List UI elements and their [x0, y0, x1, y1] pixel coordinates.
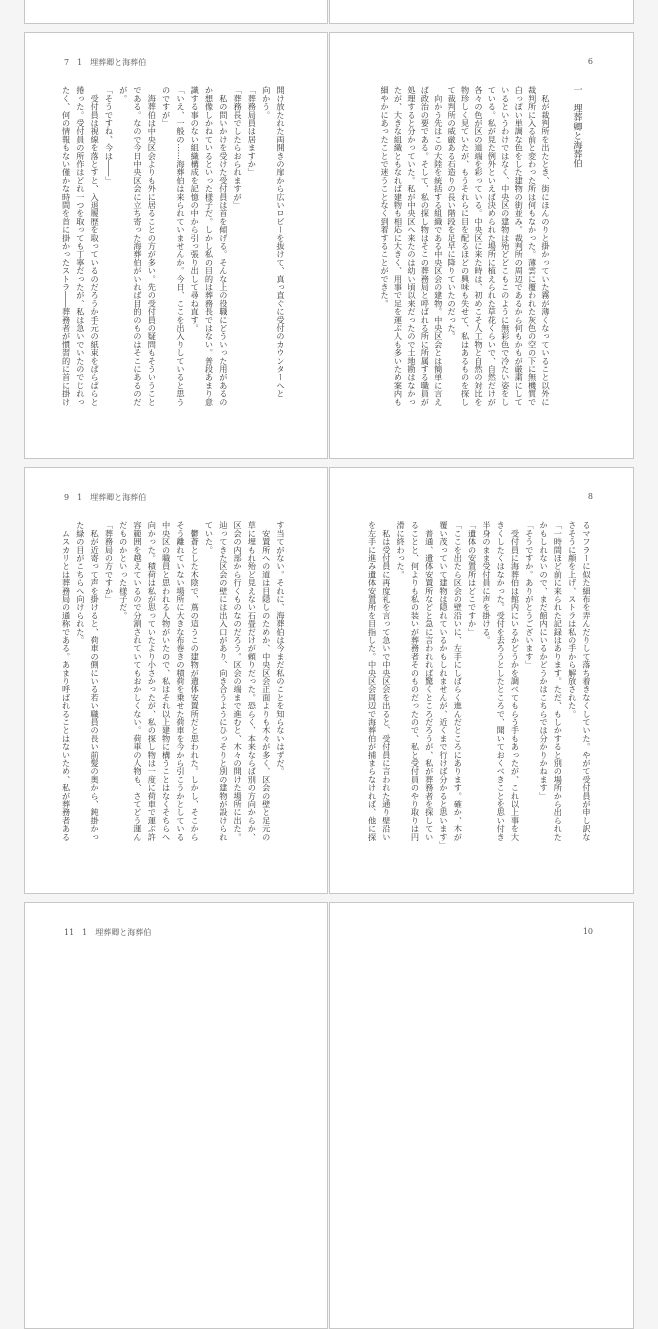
text-line: 白っぽい単調な色をした建物の街並み。裁判所の周辺であるから何もかもが厳粛にして — [514, 86, 525, 406]
text-line: 「ここを出たら区会の壁沿いに、左手にしばらく進んだところにあります。確か、木が — [453, 521, 464, 841]
text-line: ることと、何よりも私の装いが葬務者そのものだったので、私と受付員のやり取りは円 — [410, 521, 421, 841]
text-line: 受付員は視線を落とすと、入退履歴を取っているのだろうか手元の紙束をぱらぱらと — [90, 86, 101, 406]
page-6 — [329, 32, 634, 459]
page-number: 8 — [587, 492, 593, 501]
text-line: 細やかにあったことで迷うことなく到着することができた。 — [380, 86, 391, 308]
text-line: 鬱蒼とした木陰で、蔦の這うこの建物が遺体安置所だと思われた。しかし、そこから — [190, 521, 201, 841]
page-body — [378, 86, 552, 418]
text-line: 「遺体の安置所はどこですか」 — [467, 521, 478, 636]
text-line: 草に埋もれ殆ど見えない石畳だけが頼りだった。恐らく、本来ならば別の方向からか、 — [247, 521, 258, 841]
text-line: 安置所への道は目隠しのためか、中央区会正面よりも木々が多く、区会の壁と足元の — [261, 521, 272, 841]
text-line: 「葬務局員は居ますか」 — [247, 86, 258, 177]
text-line: である。なので今日中央区会に立ち寄った海葬伯がいれば目的のものはそこにあるのだ — [133, 86, 144, 406]
text-line: 「いえ、一般の……海葬伯は来られていませんか。今日、ここを出入りしていると思う — [175, 86, 186, 406]
page-body — [59, 86, 288, 418]
text-line: 私が近寄って声を掛けると、荷車の側にいる若い職員の長い前髪の奥から、鈍掛かっ — [90, 521, 101, 841]
text-line: 普通、遺体安置所などと急に言われれば驚くところだろうが、私が葬務者を探してい — [424, 521, 435, 841]
text-line: 辿ってきた区会の壁には出入口があり、向き合うようにひっそりと別の建物が設けられ — [218, 521, 229, 841]
text-line: 向かう。 — [261, 86, 272, 119]
text-line: 半身のまま受付員に声を掛ける。 — [481, 521, 492, 644]
page-body — [59, 521, 288, 853]
text-line: 物珍しく見ていたが、もうそれらに目を配るほどの興味も失せて、私はあるものを探し — [460, 86, 471, 406]
text-line: 処理すると分かっていた。私が中央区へ来たのは幼い頃以来だったので土地勘はなかっ — [406, 86, 417, 406]
text-line: 各々の色が区の道端を彩っている。中央区に来た時は、初めこそ人工物と自然の対比を — [473, 86, 484, 406]
text-line: 滑に終わった。 — [396, 521, 407, 579]
running-header: 7 1 埋葬卿と海葬伯 — [64, 58, 147, 67]
text-line: ば政治の要である。そして、私の探し物はそこの葬務局と呼ばれる所に所属する職員が — [420, 86, 431, 406]
text-line: るマフラーに似た細布を弄んだりして落ち着きなくしていた。やがて受付員が申し訳な — [582, 521, 592, 841]
page-body — [365, 521, 594, 853]
page-7 — [24, 32, 328, 459]
text-line: 受付員に海葬伯は館内にいるかどうかを調べてもらう手もあったが、これ以上事を大 — [510, 521, 521, 841]
text-line: 私の問いかけを受けた受付員は首を傾げる。そんな上の役職にどういった用があるの — [218, 86, 229, 406]
text-line: ムスカリとは葬務局の通称である。あまり呼ばれることはないため、私が葬務者ある — [61, 521, 72, 841]
text-line: 「葬務長でしたらおられますが」 — [233, 86, 244, 209]
text-line: を左手に進み遺体安置所を目指した。中央区会周辺で海葬伯が捕まらなければ、他に探 — [367, 521, 378, 841]
text-line: たが、大きな組織ともなれば建物も相応に大きく、用事で足を運ぶ人も多いため案内も — [393, 86, 404, 406]
text-line: ている。私が見た例外といえば決められた場所に植えられた草花くらいで、自然だけが — [487, 86, 498, 406]
text-line: が。 — [118, 86, 129, 103]
text-line: 区会の内部から行くものなのだろう。区会の端まで進むと、木々の開けた場所に出た。 — [233, 521, 244, 841]
text-line: 「そうですか。ありがとうございます」 — [524, 521, 535, 669]
text-line: のですが」 — [161, 86, 172, 127]
running-header: 11 1 埋葬卿と海葬伯 — [64, 928, 152, 937]
text-line: す当てがない。それに、海葬伯は今まだ私のことを知らないはずだ。 — [276, 521, 286, 776]
text-line: いるというわけではなく、中央区の建物は殆どどこもこのように無彩色で冷たい姿をし — [500, 86, 511, 406]
page-previous-right — [329, 0, 634, 24]
page-10 — [329, 902, 634, 1329]
text-line: か想像しかねているといった様子だ。しかし私の目的は葬務長ではない。普段あまり意 — [204, 86, 215, 406]
text-line: て裁判所の威厳ある石造りの長い階段を足早に降りていたのだった。 — [447, 86, 458, 341]
page-previous-left — [24, 0, 328, 24]
text-line: さそうに顔を上げ、ストラは私の手から解放された。 — [567, 521, 578, 718]
text-line: 向かった。積荷は私が思っていたより小さかったが、私の探し物は一度に荷車で運ぶ許 — [147, 521, 158, 841]
text-line: 捲った。受付員の所作はどれ一つを取っても丁寧だったが、私は急いでいたのでじれっ — [75, 86, 86, 406]
text-line: だものかといった様子だ。 — [118, 521, 129, 620]
running-header: 9 1 埋葬卿と海葬伯 — [64, 493, 147, 502]
text-line: そう離れていない場所に大きな布巻きの積荷を乗せた荷車を今から引こうかとしている — [175, 521, 186, 841]
text-line: 私が裁判所を出たとき、街にほんのりと掛かっていた霧が薄くなっていること以外に — [541, 86, 551, 406]
text-line: 「葬務局の方ですか」 — [104, 521, 115, 603]
text-line: 向かう先はこの大陸を統括する組織である中央区会の建物。中央区会とは簡単に言え — [433, 86, 444, 406]
text-line: 識する事のない組織構成を記憶の中から引っ張り出して尋ね直す。 — [190, 86, 201, 332]
text-line: 「一時間ほど前に来られた記録はあります。ただ、もしかすると別の場所から出られた — [553, 521, 564, 841]
text-line: かもしれないので、まだ館内にいるかどうかはこちらでは分かりかねます」 — [539, 521, 550, 800]
text-line: 覆い茂っていて建物は隠れているかもしれませんが、近くまで行けば分かると思います」 — [439, 521, 450, 849]
text-line: 海葬伯は中央区会よりも外に居ることの方が多い。先の受付員の疑問もそういうこと — [147, 86, 158, 406]
page-number: 6 — [587, 57, 593, 66]
chapter-heading: 一 埋葬卿と海葬伯 — [571, 85, 582, 168]
text-line: 中央区の職員と思われる人物がいたので、私はそれ以上建物に構うことはなくそちらへ — [161, 521, 172, 841]
page-number: 10 — [582, 927, 593, 936]
text-line: 「そうですね、今は――」 — [104, 86, 115, 185]
text-line: 私は受付員に再度礼を言って急いで中央区会を出ると、受付員に言われた通り壁沿い — [381, 521, 392, 841]
page-9 — [24, 467, 328, 894]
page-11 — [24, 902, 328, 1329]
text-line: ていた。 — [204, 521, 215, 554]
text-line: 裁判所に入る前と変わった所は何もなかった。薄雲に覆われた灰色の空の下に無機質で — [527, 86, 538, 406]
page-8 — [329, 467, 634, 894]
text-line: きくしたくはなかった。受付を去ろうとしたところで、聞いておくべきことを思い付き — [496, 521, 507, 841]
text-line: た緑の目がこちらへ向けられた。 — [75, 521, 86, 644]
text-line: たく、何の情報もない僅かな時間を首に掛かったストラ――葬務者が慣習的に首に掛け — [61, 86, 72, 406]
text-line: 開け放たれた両開きの扉から広いロビーを抜けて、真っ直ぐに受付のカウンターへと — [276, 86, 286, 398]
text-line: 容範囲を越えているので分割されていてもおかしくない。荷車の人物も、さてどう運ん — [133, 521, 144, 841]
